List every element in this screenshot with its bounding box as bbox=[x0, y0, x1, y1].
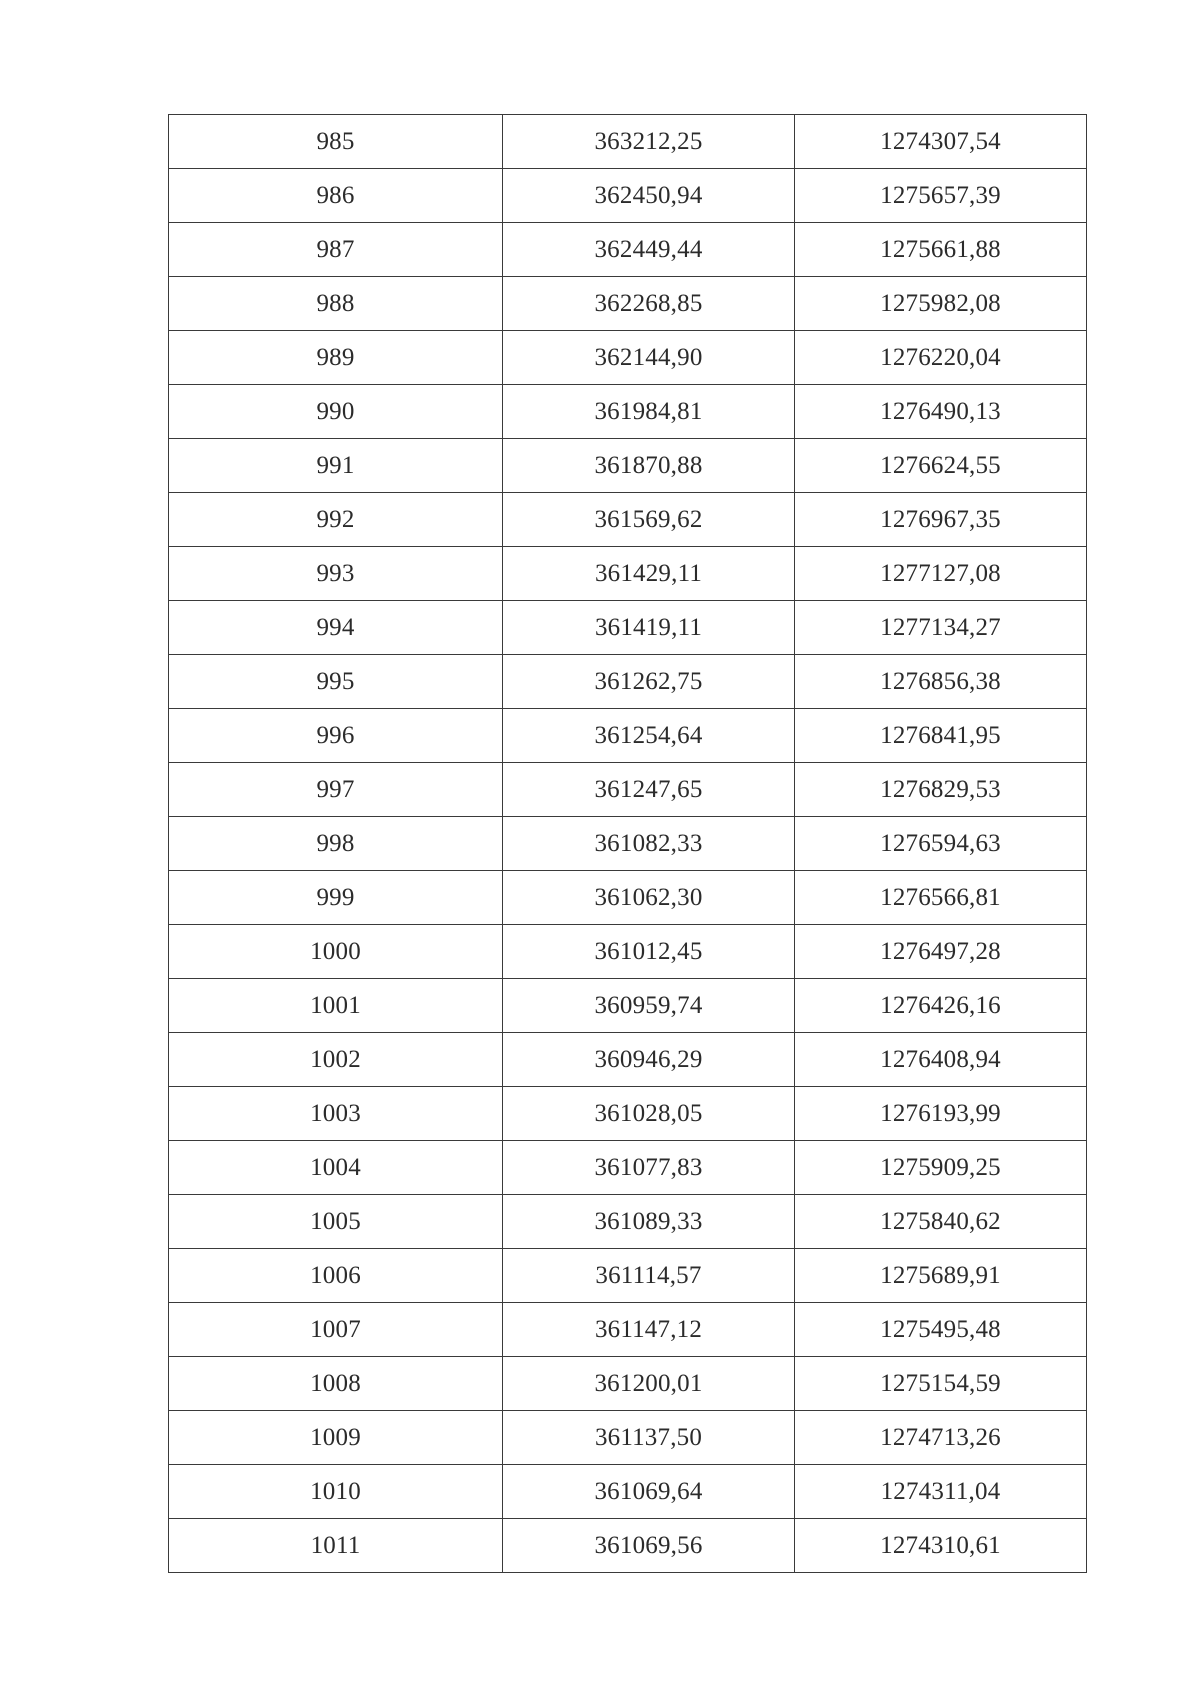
table-row bbox=[169, 1357, 1087, 1411]
table-row bbox=[169, 709, 1087, 763]
point-number-cell: 1002 bbox=[169, 1033, 503, 1087]
x-coordinate-cell: 362449,44 bbox=[503, 223, 795, 277]
table-row bbox=[169, 925, 1087, 979]
y-coordinate-cell: 1276193,99 bbox=[795, 1087, 1087, 1141]
table-row bbox=[169, 655, 1087, 709]
x-coordinate-cell: 361089,33 bbox=[503, 1195, 795, 1249]
point-number-cell: 985 bbox=[169, 115, 503, 169]
y-coordinate-cell: 1274713,26 bbox=[795, 1411, 1087, 1465]
table-row bbox=[169, 1087, 1087, 1141]
table-row bbox=[169, 385, 1087, 439]
point-number-cell: 990 bbox=[169, 385, 503, 439]
point-number-cell: 1000 bbox=[169, 925, 503, 979]
table-row bbox=[169, 1195, 1087, 1249]
y-coordinate-cell: 1276841,95 bbox=[795, 709, 1087, 763]
point-number-cell: 989 bbox=[169, 331, 503, 385]
y-coordinate-cell: 1275495,48 bbox=[795, 1303, 1087, 1357]
x-coordinate-cell: 361200,01 bbox=[503, 1357, 795, 1411]
y-coordinate-cell: 1276594,63 bbox=[795, 817, 1087, 871]
x-coordinate-cell: 361082,33 bbox=[503, 817, 795, 871]
y-coordinate-cell: 1276490,13 bbox=[795, 385, 1087, 439]
y-coordinate-cell: 1275661,88 bbox=[795, 223, 1087, 277]
x-coordinate-cell: 361262,75 bbox=[503, 655, 795, 709]
point-number-cell: 1005 bbox=[169, 1195, 503, 1249]
table-row bbox=[169, 871, 1087, 925]
table-row bbox=[169, 1303, 1087, 1357]
x-coordinate-cell: 361077,83 bbox=[503, 1141, 795, 1195]
table-row bbox=[169, 763, 1087, 817]
point-number-cell: 1010 bbox=[169, 1465, 503, 1519]
point-number-cell: 1001 bbox=[169, 979, 503, 1033]
y-coordinate-cell: 1276497,28 bbox=[795, 925, 1087, 979]
x-coordinate-cell: 362144,90 bbox=[503, 331, 795, 385]
y-coordinate-cell: 1276856,38 bbox=[795, 655, 1087, 709]
point-number-cell: 999 bbox=[169, 871, 503, 925]
y-coordinate-cell: 1275909,25 bbox=[795, 1141, 1087, 1195]
y-coordinate-cell: 1275840,62 bbox=[795, 1195, 1087, 1249]
x-coordinate-cell: 361247,65 bbox=[503, 763, 795, 817]
y-coordinate-cell: 1276624,55 bbox=[795, 439, 1087, 493]
table-row bbox=[169, 439, 1087, 493]
x-coordinate-cell: 361147,12 bbox=[503, 1303, 795, 1357]
y-coordinate-cell: 1274307,54 bbox=[795, 115, 1087, 169]
table-row bbox=[169, 1033, 1087, 1087]
y-coordinate-cell: 1275154,59 bbox=[795, 1357, 1087, 1411]
coordinates-table bbox=[168, 114, 1087, 1573]
table-row bbox=[169, 1465, 1087, 1519]
point-number-cell: 993 bbox=[169, 547, 503, 601]
point-number-cell: 986 bbox=[169, 169, 503, 223]
table-row bbox=[169, 1141, 1087, 1195]
point-number-cell: 988 bbox=[169, 277, 503, 331]
point-number-cell: 994 bbox=[169, 601, 503, 655]
point-number-cell: 997 bbox=[169, 763, 503, 817]
point-number-cell: 1006 bbox=[169, 1249, 503, 1303]
point-number-cell: 996 bbox=[169, 709, 503, 763]
table-row bbox=[169, 223, 1087, 277]
table-row bbox=[169, 817, 1087, 871]
table-row bbox=[169, 115, 1087, 169]
point-number-cell: 992 bbox=[169, 493, 503, 547]
x-coordinate-cell: 361069,56 bbox=[503, 1519, 795, 1573]
coordinates-table-body bbox=[169, 115, 1087, 1573]
x-coordinate-cell: 361254,64 bbox=[503, 709, 795, 763]
table-row bbox=[169, 331, 1087, 385]
x-coordinate-cell: 361028,05 bbox=[503, 1087, 795, 1141]
point-number-cell: 998 bbox=[169, 817, 503, 871]
y-coordinate-cell: 1276408,94 bbox=[795, 1033, 1087, 1087]
point-number-cell: 995 bbox=[169, 655, 503, 709]
point-number-cell: 987 bbox=[169, 223, 503, 277]
x-coordinate-cell: 361870,88 bbox=[503, 439, 795, 493]
point-number-cell: 1004 bbox=[169, 1141, 503, 1195]
table-row bbox=[169, 169, 1087, 223]
y-coordinate-cell: 1276967,35 bbox=[795, 493, 1087, 547]
x-coordinate-cell: 361114,57 bbox=[503, 1249, 795, 1303]
x-coordinate-cell: 361429,11 bbox=[503, 547, 795, 601]
y-coordinate-cell: 1276566,81 bbox=[795, 871, 1087, 925]
table-row bbox=[169, 1519, 1087, 1573]
table-row bbox=[169, 979, 1087, 1033]
point-number-cell: 991 bbox=[169, 439, 503, 493]
y-coordinate-cell: 1274310,61 bbox=[795, 1519, 1087, 1573]
x-coordinate-cell: 361069,64 bbox=[503, 1465, 795, 1519]
y-coordinate-cell: 1275657,39 bbox=[795, 169, 1087, 223]
x-coordinate-cell: 361419,11 bbox=[503, 601, 795, 655]
table-row bbox=[169, 1249, 1087, 1303]
table-row bbox=[169, 547, 1087, 601]
x-coordinate-cell: 361137,50 bbox=[503, 1411, 795, 1465]
y-coordinate-cell: 1275982,08 bbox=[795, 277, 1087, 331]
table-row bbox=[169, 493, 1087, 547]
point-number-cell: 1003 bbox=[169, 1087, 503, 1141]
y-coordinate-cell: 1277134,27 bbox=[795, 601, 1087, 655]
point-number-cell: 1009 bbox=[169, 1411, 503, 1465]
point-number-cell: 1008 bbox=[169, 1357, 503, 1411]
table-row bbox=[169, 601, 1087, 655]
x-coordinate-cell: 361012,45 bbox=[503, 925, 795, 979]
x-coordinate-cell: 362450,94 bbox=[503, 169, 795, 223]
x-coordinate-cell: 362268,85 bbox=[503, 277, 795, 331]
x-coordinate-cell: 363212,25 bbox=[503, 115, 795, 169]
y-coordinate-cell: 1275689,91 bbox=[795, 1249, 1087, 1303]
table-row bbox=[169, 277, 1087, 331]
point-number-cell: 1011 bbox=[169, 1519, 503, 1573]
point-number-cell: 1007 bbox=[169, 1303, 503, 1357]
y-coordinate-cell: 1274311,04 bbox=[795, 1465, 1087, 1519]
x-coordinate-cell: 360959,74 bbox=[503, 979, 795, 1033]
x-coordinate-cell: 361984,81 bbox=[503, 385, 795, 439]
y-coordinate-cell: 1276220,04 bbox=[795, 331, 1087, 385]
x-coordinate-cell: 361062,30 bbox=[503, 871, 795, 925]
y-coordinate-cell: 1276829,53 bbox=[795, 763, 1087, 817]
x-coordinate-cell: 360946,29 bbox=[503, 1033, 795, 1087]
y-coordinate-cell: 1277127,08 bbox=[795, 547, 1087, 601]
table-row bbox=[169, 1411, 1087, 1465]
x-coordinate-cell: 361569,62 bbox=[503, 493, 795, 547]
y-coordinate-cell: 1276426,16 bbox=[795, 979, 1087, 1033]
